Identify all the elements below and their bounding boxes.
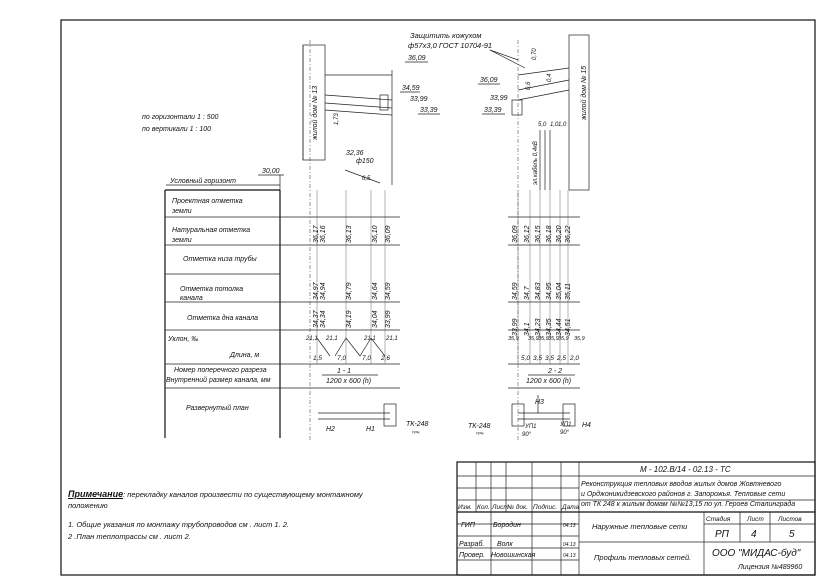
left-ceiling-3: 34,64	[372, 282, 379, 300]
right-elev-1: 36,09	[480, 77, 498, 84]
row-prov-date: 04.13	[563, 553, 576, 559]
left-elev-5: 1,73	[334, 113, 340, 125]
horizon-label: Условный горизонт	[170, 178, 236, 185]
right-building-label: жилой дом № 15	[581, 65, 588, 120]
right-plan-small: сущ.	[476, 430, 485, 435]
left-natural-3: 36,10	[372, 225, 379, 243]
left-elev-1: 34,59	[402, 85, 420, 92]
left-bottom-4: 33,99	[385, 310, 392, 328]
notes-heading	[68, 489, 363, 499]
right-slope-5: 35,9	[574, 336, 585, 342]
scale-vertical: по вертикали 1 : 100	[142, 126, 212, 133]
right-dim-1: 1,0	[550, 122, 559, 128]
right-size: 1200 х 600 (h)	[526, 378, 572, 385]
right-dim-0: 5,0	[538, 122, 547, 128]
stage-value: РП	[715, 529, 729, 540]
casing-note-1: Защитить кожухом	[410, 31, 482, 40]
company-name: ООО "МИДАС-буд"	[712, 548, 801, 559]
sheets-value: 5	[789, 529, 795, 540]
left-natural-2: 36,13	[346, 225, 353, 243]
svg-text:земли: земли	[172, 237, 192, 244]
left-plan-h2: Н2	[326, 426, 335, 433]
left-elev-3: 33,39	[420, 107, 438, 114]
right-natural-2: 36,15	[535, 225, 542, 243]
row-label-length: Длина, м	[230, 352, 260, 359]
right-length-0: 5,0	[521, 355, 531, 362]
right-ceiling-0: 34,59	[512, 282, 519, 300]
left-ceiling-2: 34,79	[346, 282, 353, 300]
svg-text:канала: канала	[180, 295, 203, 302]
left-natural-0: 36,17	[313, 225, 320, 243]
right-natural-1: 36,12	[524, 225, 531, 243]
left-length-2: 7,0	[362, 355, 372, 362]
left-length-0: 1,5	[313, 355, 323, 362]
left-size: 1200 х 600 (h)	[326, 378, 372, 385]
right-length-2: 3,5	[545, 355, 555, 362]
right-profile	[405, 31, 591, 440]
right-elev-5: 0,6	[526, 81, 532, 90]
row-label-slope: Уклон, ‰	[168, 336, 199, 343]
project-line-3: от ТК 248 к жилым домам №№13,15 по ул. Героев Сталинграда	[581, 501, 796, 508]
row-gip-name: Бородин	[493, 522, 521, 529]
right-slope-1: 35,9	[528, 336, 539, 342]
right-slope-3: 35,9	[548, 336, 559, 342]
list-value: 4	[751, 529, 757, 540]
right-ceiling-1: 34,7	[524, 286, 531, 300]
doc-code: М - 102.В/14 - 02.13 - ТС	[640, 465, 731, 474]
right-ceiling-4: 35,04	[556, 282, 563, 300]
left-length-1: 7,0	[337, 355, 347, 362]
left-elev-2: 33,99	[410, 96, 428, 103]
right-plan-h4: Н4	[582, 422, 591, 429]
right-slope-2: 35,9	[538, 336, 549, 342]
right-angle-1: 90°	[560, 430, 570, 436]
col-date: Дата	[562, 504, 580, 511]
right-elev-3: 33,39	[484, 107, 502, 114]
left-slope-2: 21,1	[364, 336, 376, 342]
row-label-natural: Натуральная отметка	[172, 227, 251, 234]
row-label-ceiling: Отметка потолка	[180, 286, 244, 293]
left-ceiling-0: 34,97	[313, 282, 320, 300]
left-length-3: 2,6	[381, 355, 391, 362]
left-slope-0: 21,1	[306, 336, 318, 342]
row-gip-role: ГИП	[461, 522, 475, 529]
right-plan-h3: Н3	[535, 399, 544, 406]
casing-note-2: ф57х3,0 ГОСТ 10704-91	[408, 41, 493, 50]
right-slope-4: 35,9	[558, 336, 569, 342]
left-elev-4: 32,36	[346, 150, 364, 157]
col-list: Лист	[492, 504, 509, 511]
scale-horizontal: по горизонтали 1 : 500	[142, 114, 219, 121]
right-ceiling-2: 34,83	[535, 282, 542, 300]
project-line-1: Реконструкция тепловых вводов жилых домов Жовтневого	[581, 481, 782, 488]
left-plan-small: сущ.	[412, 429, 421, 434]
left-bottom-0: 34,37	[313, 310, 320, 328]
right-ceiling-3: 34,95	[546, 282, 553, 300]
row-label-section: Номер поперечного разреза	[174, 367, 267, 374]
right-cable: эл.кабель 0,4кВ	[533, 141, 539, 185]
right-bottom-4: 34,44	[556, 318, 563, 336]
row-prov-name: Новошинская	[491, 552, 536, 559]
right-bottom-3: 34,35	[546, 318, 553, 336]
right-ceiling-5: 35,11	[565, 283, 572, 300]
right-bottom-5: 34,51	[565, 318, 572, 336]
left-slope-3: 21,1	[386, 336, 398, 342]
right-bottom-1: 34,1	[524, 322, 531, 336]
project-line-2: и Орджоникидзевского районов г. Запорожья. Тепловые сети	[581, 491, 786, 498]
notes-heading-word: Примечание	[68, 489, 124, 499]
row-prov-role: Провер.	[459, 552, 486, 559]
right-natural-0: 36,09	[512, 225, 519, 243]
row-label-pipe-bottom: Отметка низа трубы	[183, 256, 257, 263]
left-plan-h1: Н1	[366, 426, 375, 433]
row-razrab-name: Волк	[497, 541, 513, 548]
row-razrab-role: Разраб.	[459, 541, 485, 548]
right-natural-3: 36,18	[546, 225, 553, 243]
note-item-1: 1. Общие указания по монтажу трубопроводов см . лист 1. 2.	[68, 520, 290, 529]
right-plan-up1-a: УП1	[525, 424, 537, 430]
left-elev-0: 36,09	[408, 55, 426, 62]
right-dim-2: 1,0	[558, 122, 567, 128]
notes-heading-cont: положению	[68, 501, 108, 510]
right-angle-0: 90°	[522, 432, 532, 438]
left-bottom-3: 34,04	[372, 310, 379, 328]
list-header: Лист	[747, 516, 764, 523]
left-bottom-2: 34,19	[346, 310, 353, 328]
left-natural-1: 36,16	[320, 225, 327, 243]
sheets-header: Листов	[778, 516, 802, 523]
col-kol: Кол.	[477, 504, 490, 511]
right-plan-tk248: ТК-248	[468, 423, 491, 430]
right-bottom-0: 33,99	[512, 318, 519, 336]
row-gip-date: 04.13	[563, 523, 576, 529]
right-natural-5: 36,22	[565, 225, 572, 243]
col-doc: № док.	[507, 504, 528, 511]
left-building-label: жилой дом № 13	[312, 85, 319, 140]
horizon-value: 30,00	[262, 168, 280, 175]
left-plan-tk248: ТК-248	[406, 421, 429, 428]
right-section: 2 - 2	[548, 368, 563, 375]
left-slope-1: 21,1	[326, 336, 338, 342]
note-item-2: 2 .План теплотрассы см . лист 2.	[68, 532, 191, 541]
right-length-1: 3,5	[533, 355, 543, 362]
left-elev-6: 6,5	[362, 176, 371, 182]
col-izm: Изм.	[458, 504, 472, 511]
row-label-bottom: Отметка дна канала	[187, 315, 259, 322]
right-length-3: 2,5	[557, 355, 567, 362]
row-label-design: Проектная отметка	[172, 198, 243, 205]
right-bottom-2: 34,23	[535, 318, 542, 336]
row-razrab-date: 04.13	[563, 542, 576, 548]
left-ceiling-4: 34,59	[385, 282, 392, 300]
right-elev-2: 33,99	[490, 95, 508, 102]
right-elev-4: 0,70	[532, 48, 538, 60]
license: Лицензия №489960	[738, 564, 803, 571]
left-section: 1 - 1	[337, 368, 352, 375]
row-label-plan: Развернутый план	[186, 405, 249, 412]
right-length-4: 2,0	[570, 355, 580, 362]
right-slope-0: 35,9	[508, 336, 519, 342]
left-natural-4: 36,09	[385, 225, 392, 243]
left-profile	[303, 40, 440, 440]
right-natural-4: 36,20	[556, 225, 563, 243]
left-pipe-dia: ф150	[356, 158, 374, 165]
left-bottom-1: 34,34	[320, 310, 327, 328]
notes-heading-text: : перекладку каналов произвести по существующему монтажному	[123, 490, 363, 499]
svg-text:земли: земли	[172, 208, 192, 215]
right-plan-up1-b: УП1	[560, 422, 572, 428]
section-title: Наружные тепловые сети	[592, 522, 688, 531]
sheet-title: Профиль тепловых сетей.	[594, 553, 692, 562]
row-label-size: Внутренний размер канала, мм	[166, 377, 271, 384]
col-sign: Подпис.	[533, 504, 558, 511]
stage-header: Стадия	[706, 516, 731, 523]
right-elev-6: 0,4	[547, 73, 553, 82]
left-ceiling-1: 34,94	[320, 282, 327, 300]
